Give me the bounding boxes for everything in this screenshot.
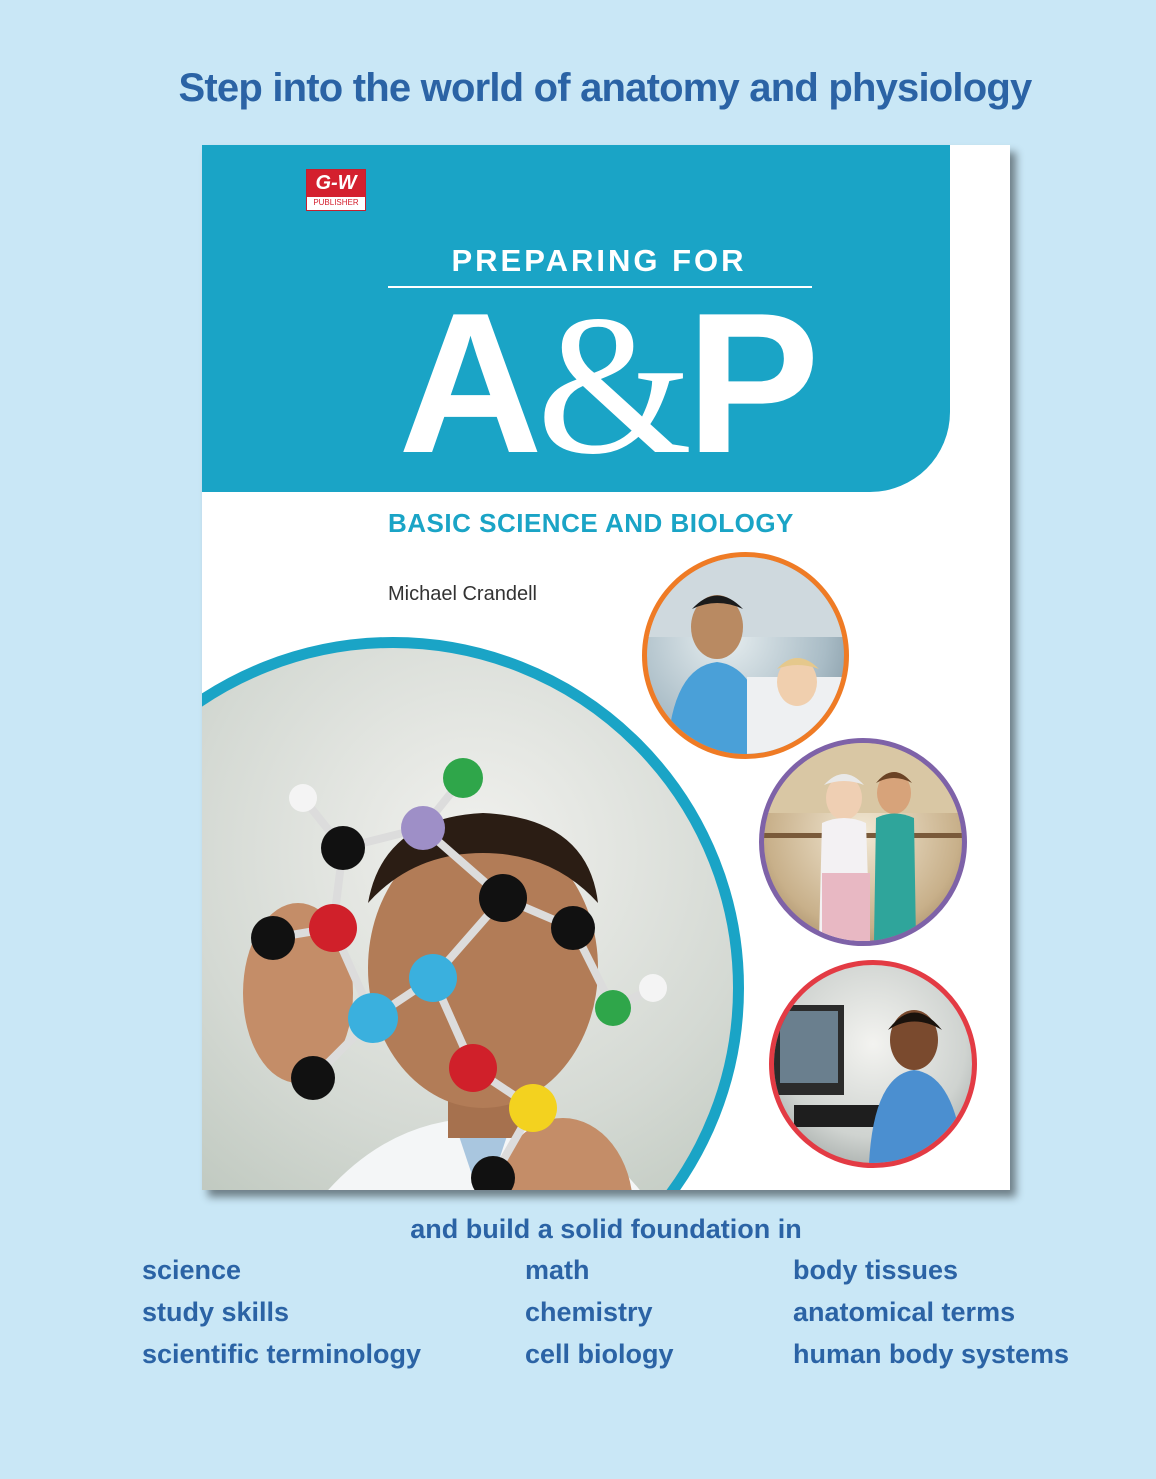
publisher-logo-text: G-W (307, 170, 365, 197)
nurse-patient-photo (642, 552, 849, 759)
topic-item: cell biology (525, 1339, 674, 1369)
page-headline: Step into the world of anatomy and physiology (178, 66, 1032, 110)
publisher-logo-subtext: PUBLISHER (313, 198, 359, 207)
cover-pretitle: PREPARING FOR (451, 243, 747, 278)
cover-author: Michael Crandell (388, 583, 537, 605)
nurse-patient-illustration (647, 557, 844, 754)
topic-item: scientific terminology (142, 1339, 422, 1369)
medical-office-illustration (774, 965, 972, 1163)
tagline: and build a solid foundation in (410, 1214, 802, 1244)
topic-item: study skills (142, 1297, 290, 1327)
topic-item: chemistry (525, 1297, 653, 1327)
physical-therapy-illustration (764, 743, 962, 941)
topic-item: anatomical terms (793, 1297, 1016, 1327)
medical-office-photo (769, 960, 977, 1168)
topic-item: human body systems (793, 1339, 1070, 1369)
topic-item: math (525, 1255, 590, 1285)
topic-item: body tissues (793, 1255, 959, 1285)
publisher-logo (306, 169, 366, 211)
cover-main-title (202, 272, 1010, 496)
topic-item: science (142, 1255, 242, 1285)
book-cover (202, 145, 1010, 1190)
title-ampersand: & (536, 275, 687, 496)
topic-list (0, 1255, 1156, 1395)
physical-therapy-photo (759, 738, 967, 946)
title-letter-p: P (686, 272, 814, 495)
cover-subtitle: BASIC SCIENCE AND BIOLOGY (388, 508, 794, 538)
title-letter-a: A (398, 272, 537, 495)
